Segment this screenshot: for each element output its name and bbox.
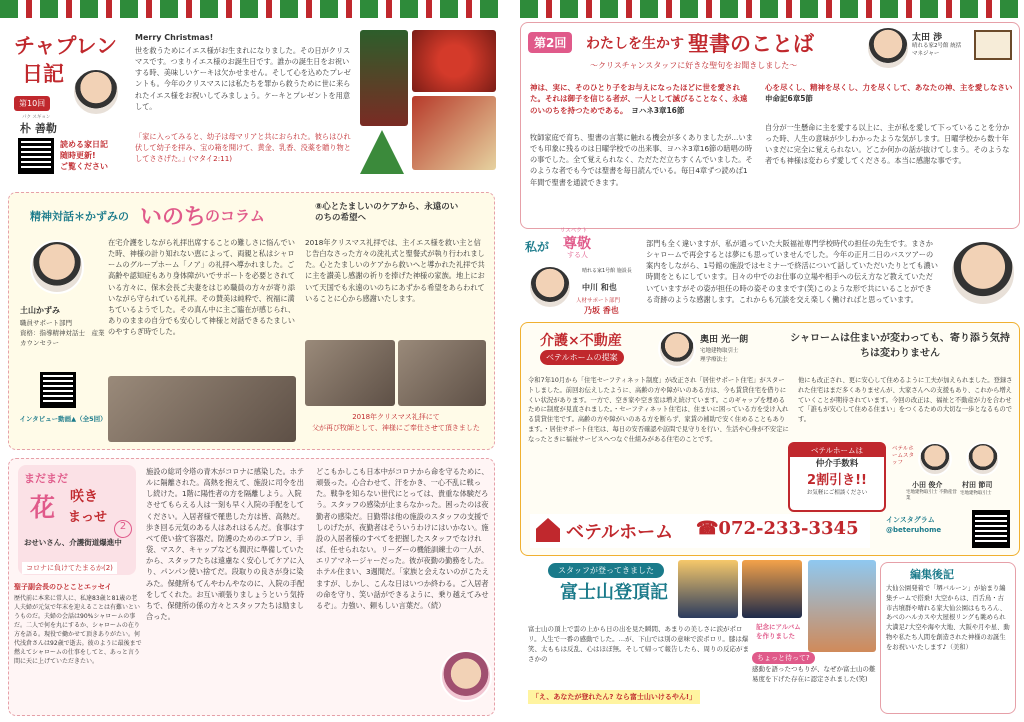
flower-intro: 歴代前に本来に常人に、私達83歳と81歳の老人夫婦が元気で年末を迎えることは有難いというものだ。夫婦の会話は90%シャロームの事だ。二人で何を丸にするか、シャロームの在り方を語る。現役で働かせて頂きありがたい。何代浅倉さんは92歳で逝去。彼のように最後まで燃えてシャロームの仕事をしてと、あっと言う間に天に上げていただきたい。 <box>14 595 142 665</box>
qr-code[interactable] <box>18 138 54 174</box>
fuji-wait-body: 感動を語ったつもりが、なぜか富士山の難易度を下げた存在に認定されました(笑) <box>752 665 876 684</box>
chaplain-photo <box>72 68 120 116</box>
flower-num: 2 <box>114 520 132 538</box>
bible-subtitle: 〜クリスチャンスタッフに好きな聖句をお聞きしました〜 <box>590 61 798 70</box>
respect-t1: リスペクト <box>560 228 588 234</box>
respect-body: 部門も全く違いますが、私が通っていた大阪福祉専門学校時代の担任の先生です。まさかシャロームで再会するとは夢にも思っていませんでした。今年の正月二日のバスツアーの案内をしながら、1号館の施設ではセミナーで終活について話していただいたりとても濃い時間をともにしています。日々の中でのお仕事の立場や相手への伝え方など教えていただいていますがその姿が担任の時の姿そのままです(笑)このような形で共にいることができる奇跡のような感謝します。これからも冗談を交え楽しく働ければと思っています。 <box>646 239 938 304</box>
flower-t2: 花 <box>30 493 56 522</box>
flower-tag: コロナに負けてたまるか(2) <box>22 562 117 574</box>
re-body-right: 他にも改正され、更に安心して住めるように工夫が加えられました。登録された住宅はまだ多くありませんが、大家さんへの支援もあり、これから増えていくことが期待されています。今回の改正は、福祉と不動産が力を合わせて「誰もが安心して住める住まい」をつくるための大切な一歩となるものです。 <box>798 377 1013 423</box>
tree-illustration <box>360 130 404 174</box>
re-headline: シャロームは住まいが変わっても、寄り添う気持ちは変わりません <box>790 333 1010 359</box>
holly-border-right <box>520 0 1024 18</box>
interview-qr[interactable] <box>40 372 76 408</box>
okuda-photo <box>658 330 696 368</box>
oda-photo <box>918 442 952 476</box>
staff2-role: 宅地建物取引士 <box>960 491 992 496</box>
postscript-body: 大仙公園発着で「堺バルーン」が始まり編集チームで搭乗! 大空からは、百舌鳥・古市古墳群や晴れる家大仙公園はもちろん、あべのハルカスや大屋根リングも眺められ大満足♪大空や海や大地、大阪や月や星、動物や私たち人間を創造された神様のお誕生をお祝いいたします♪（美和） <box>886 585 1010 651</box>
person1-name: 中川 和也 <box>582 282 617 292</box>
person1-role: 晴れる家1号館 施設長 <box>582 268 632 274</box>
discount-badge: ベテルホームは 仲介手数料 2割引き!! お気軽にご相談ください <box>788 442 886 512</box>
chaplain-name: 朴 善勒 <box>20 122 57 135</box>
bible-title-a: わたしを生かす <box>586 36 684 52</box>
staff1-role: 宅地建物取引士 不動産営業 <box>906 490 957 501</box>
album-photo <box>808 560 876 652</box>
fuji-kicker: スタッフが登ってきました <box>548 563 664 578</box>
respect-arrow: 人材サポート部門 <box>576 298 621 304</box>
author-qual: 資格：指導精神対話士 産業カウンセラー <box>20 329 105 347</box>
flower-author: 聖子副会長のひとことエッセイ <box>14 583 112 591</box>
okuda-name: 奥田 光一朗 <box>700 335 749 345</box>
re-sub: ベテルホームの提案 <box>540 350 624 365</box>
instagram-handle[interactable]: インスタグラム @beteruhome <box>886 516 942 534</box>
verse2: 心を尽くし、精神を尽くし、力を尽くして、あなたの神、主を愛しなさい 申命記6章5節 <box>765 83 1013 104</box>
person2-name: 乃坂 香也 <box>584 305 619 315</box>
respect-t3: する人 <box>567 251 588 259</box>
re-body: 令和7年10月から「住宅セーフティネット制度」が改正され「居住サポート住宅」がスタートしました。前回お伝えしたように、高齢の方や障がいのある方は、今も賃貸住宅を借りにくい状況があります。一方で、空き家や空き室は増え続けています。このギャップを埋めるために制度が見直されました。・セーフティネット住宅は、住まいに困っている方を受け入れる賃貸住宅です。高齢の方や障がいのある方を断らず、家賃の補助で安く住めることもあります。・居住サポート住宅は、毎日の安否確認や訪問で見守りを行い、生活や心身が不安定になったときに福祉サービスへつなぐ仕組みがある住宅のことです。 <box>528 377 789 443</box>
re-title: 介護×不動産 <box>540 333 622 349</box>
baptism-photo-1 <box>305 340 395 406</box>
column-subtitle: ⑧心とたましいのケアから、永遠のいのちの希望へ <box>315 202 459 224</box>
wreath-photo <box>412 96 496 170</box>
sunrise-photo-2 <box>742 560 802 618</box>
fuji-punch: 「え、あなたが登れたん? なら富士山いけるやん!」 <box>528 690 700 704</box>
phone-number[interactable]: ☎072-233-3345 <box>696 518 859 539</box>
column-title-c: のコラム <box>205 207 265 225</box>
column-body-2: 2018年クリスマス礼拝では、主イエス様を救い主と信じ告白なさった方々の洗礼式と聖餐式が執り行われました。心とたましいのケアから救いへと導かれた礼拝で共に主を讃美し感謝の祈りを捧げた神様の家族。地上において天国でも永遠のいのちにあずかる希望をあらわれていることに心から感謝いたします。 <box>305 238 485 303</box>
staff2-name: 村田 節司 <box>962 480 993 489</box>
staff1-name: 小田 俊介 <box>912 480 943 489</box>
sunrise-photo-1 <box>678 560 738 618</box>
poinsettia-photo <box>412 30 496 92</box>
verse1: 神は、実に、そのひとり子をお与えになったほどに世を愛された。それは御子を信じる者が、一人として滅びることなく、永遠のいのちを持つためである。 ヨハネ3章16節 <box>530 83 748 115</box>
respect-t2: 尊敬 <box>563 236 591 252</box>
issue-badge: 第10回 <box>14 96 50 111</box>
postscript-title: 編集後記 <box>910 568 954 581</box>
greeting: Merry Christmas! <box>135 33 214 42</box>
okuda-role1: 宅地建物取引士 <box>700 348 739 354</box>
staff-label: ベテルホームスタッフ <box>892 446 915 467</box>
bible-body2: 自分が一生懸命に主を愛する以上に、主が私を愛して下っていることを分かった時、人生の意味が少しわかったような気がします。日曜学校から数十年いまだに完全に覚えられない。どこか何かの話が抜けてしまう。そのような者でも神様は変わらず愛してくださる。本当に感謝な事です。 <box>765 123 1010 166</box>
flower-t1: まだまだ <box>24 472 68 485</box>
fuji-wait: ちょっと待って? <box>752 652 815 664</box>
bible-issue: 第2回 <box>528 32 572 53</box>
column-caption: 2018年クリスマス礼拝にて 父が再び牧師として、神様にご奉仕させて頂きました <box>312 413 480 432</box>
column-title-b: いのち <box>140 204 207 230</box>
chaplain-quote: 「家に入ってみると、幼子は母マリアと共におられた。彼らはひれ伏して幼子を拝み、宝の箱を開けて、黄金、乳香、没薬を贈り物としてささげた。」(マタイ2:11) <box>135 132 351 164</box>
chaplain-body: 世を救うためにイエス様がお生まれになりました。その日がクリスマスです。つまりイエス様のお誕生日です。誰かの誕生日をお祝いする時、美味しいケーキは欠かせません。そして心を込めたプレゼントも。今年のクリスマスには私たちを罪から救うために世に来られたイエス様をお祝いしてみましょう。ケーキとプレゼントを用意して。 <box>135 46 351 111</box>
column-title-a: 精神対話＊かずみの <box>30 210 129 223</box>
flower-t3: 咲き <box>70 489 98 505</box>
christmas-tree-photo <box>360 30 408 126</box>
flower-sub: おせいさん、介護街道爆進中 <box>24 538 122 547</box>
chaplain-title: チャプレン <box>14 33 118 58</box>
ota-photo <box>866 26 910 70</box>
nosaka-photo <box>950 240 1016 306</box>
instagram-qr[interactable] <box>972 510 1010 548</box>
fuji-body: 富士山の頂上で雲の上から日の出を見た瞬間、あまりの美しさに涙がポロリ。人生で一番の感動でした。…が、下山では別の意味で涙ポロリ。膝は爆笑、太ももは反乱、心はほぼ無。そして帰って報告したら、周りの反応がまさかの <box>528 625 749 664</box>
author-photo <box>30 240 84 294</box>
book-icon <box>974 30 1012 60</box>
bible-body1: 牧師家庭で育ち、聖書の言葉に触れる機会が多くありましたが…いまでも印象に残るのは日曜学校での出来事、ヨハネ3章16節の暗唱の時の事でした。全て覚えられなく、ただただ立ちすくんでいました。そのような者でも今では聖書を毎日読んでいる。毎日4章ずつ読めば1年間で聖書を通読できます。 <box>530 133 753 187</box>
holly-border-left <box>0 0 500 18</box>
bible-title-b: 聖書のことば <box>688 31 814 56</box>
respect-lead: 私が <box>525 240 550 254</box>
album-text: 記念にアルバムを作りました <box>756 623 801 640</box>
baptism-photo-2 <box>398 340 486 406</box>
brand-name: ベテルホーム <box>566 522 674 543</box>
flower-col2: どこもかしこも日本中がコロナから命を守るために、頑張った。心合わせて、汗をかき、一心不乱に戦った。戦争を知らない世代にとっては、貴重な体験だろう。スタッフの感染が止まらなかった。困ったのは夜勤者の感染だ。日勤帯は他の施設のスタッフの支援でしのげたが、夜勤者はそういうわけにはいかない。施設の入居者様のすべてを把握したスタッフでなければ、任せられない。リーダーの機能訓練士の一人が、エリアマネージャーだった。彼が夜勤の勤務をした。ホテル住まい、3週間だ。「家族と会えないのがこたえますが、しかし、こんな日はいつか終わる。ご入居者の命を守り、笑い話ができるように、乗り越えてみせるぞ」。力強い、頼もしい言葉だ。（続） <box>316 467 490 610</box>
okuda-role2: 理学療法士 <box>700 357 728 363</box>
chaplain-title2: 日記 <box>22 61 64 86</box>
column-body-1: 在宅介護をしながら礼拝出席することの難しさに悩んでいた時、神様の計り知れない恵によって、両親と私はシャロームのグループホーム「ノア」の礼拝へ導かれました。ご高齢や認知症もあり身体障がいでサポートを必要とされている方々に、保木会長ご夫妻をはじめ職員の方々が寄り添いながら守られている礼拝。その賛美は純粋で、祝福に満ちているようでした。その真ん中に主ご臨在が感じられ、ありのままの自分でも安心して神様と対話できるたましいのやすらぎ時でした。 <box>108 238 296 337</box>
author-name: 土山かずみ <box>20 306 60 315</box>
author-role: 職員サポート部門 <box>20 319 72 327</box>
ota-name: 太田 渉 <box>912 33 943 43</box>
ota-role: 晴れる家2号館 統括マネジャー <box>912 43 962 57</box>
flower-t4: まっせ <box>68 510 108 525</box>
nakagawa-photo <box>528 265 572 309</box>
worship-photo <box>108 376 296 442</box>
seiko-photo <box>440 650 492 702</box>
video-caption: インタビュー動画▲（全5回） <box>19 415 107 423</box>
fuji-title: 富士山登頂記 <box>560 582 668 603</box>
murata-photo <box>966 442 1000 476</box>
qr-caption: 読める家日記 随時更新! ご覧ください <box>60 140 108 171</box>
flower-col1: 施設の総司令塔の青木がコロナに感染した。ホテルに隔離された。高熱を抱えて、施設に司令を出し続けた。1階に陽性者の方を隔離しよう。入院させてもらえる人は一刻も早く入院の手配をしてください。入居者様で罹患した方は皆、高熱だ。歩き回る元気のある人はあれはるんだ。食事はすべて使い捨て容器だ。防護のためのエプロン、手袋、マスク、キャップなども潤沢に準備していたから、スタッフたちは遠慮なく安心してケアに入り、パンパン使い捨てだ。段取りの良さが身に染みた。保健所もてんやわんやなのに、入院の手配をしてくれた。お互い頑張りましょうという気持ちで、保健所の係の方々とスタッフたちは励まし合った。 <box>146 467 305 622</box>
name-ruby: パク スギョン <box>22 115 51 120</box>
